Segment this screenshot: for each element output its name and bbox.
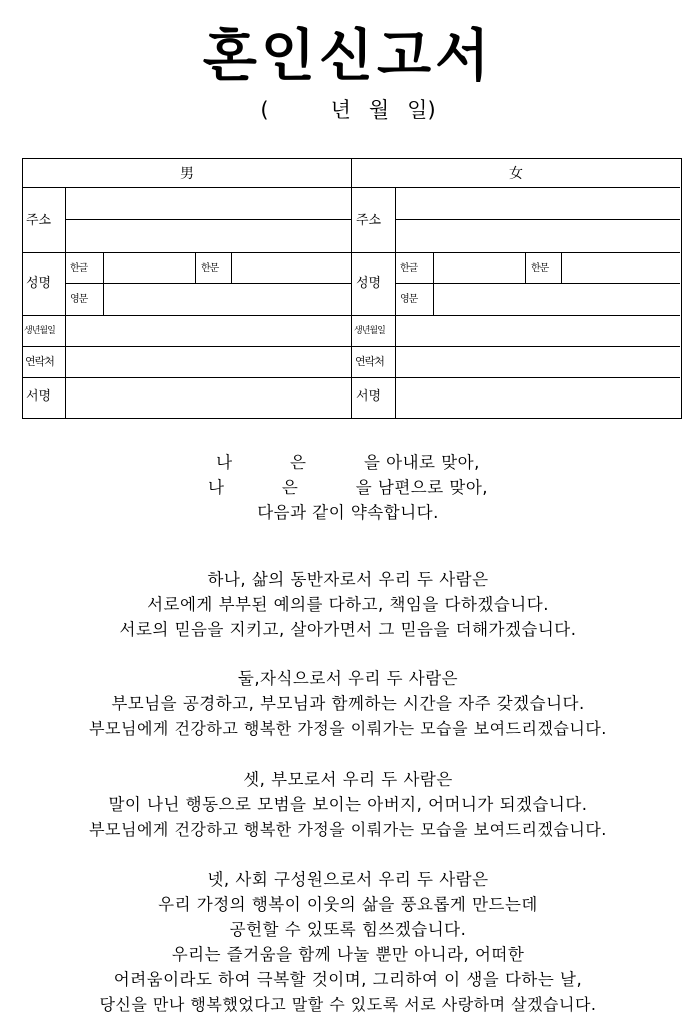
vow-line: 우리 가정의 행복이 이웃의 삶을 풍요롭게 만드는데	[158, 895, 538, 914]
date-open: (	[260, 98, 269, 122]
female-english-label: 영문	[400, 294, 418, 305]
date-day: 일)	[407, 98, 436, 122]
vow-line: 부모님을 공경하고, 부모님과 함께하는 시간을 자주 갖겠습니다.	[111, 694, 585, 713]
male-birth-label: 생년월일	[24, 326, 55, 336]
date-month: 월	[368, 98, 390, 122]
male-english-label: 영문	[70, 294, 88, 305]
vow-line: 넷, 사회 구성원으로서 우리 두 사람은	[207, 870, 489, 889]
vow-three	[0, 767, 696, 842]
male-name-label: 성명	[26, 276, 52, 291]
date-line	[0, 96, 696, 124]
vow-line: 당신을 만나 행복했었다고 말할 수 있도록 서로 사랑하며 살겠습니다.	[99, 995, 597, 1014]
vow-line: 둘,자식으로서 우리 두 사람은	[237, 669, 459, 688]
vow-line: 서로에게 부부된 예의를 다하고, 책임을 다하겠습니다.	[147, 595, 549, 614]
date-year: 년	[330, 98, 351, 122]
vow-intro	[0, 450, 696, 525]
document-title: 혼인신고서	[202, 24, 494, 89]
male-header: 男	[180, 166, 194, 182]
vow-line: 나 은 을 남편으로 맞아,	[207, 478, 489, 497]
female-signature-label: 서명	[356, 389, 382, 404]
male-address-label: 주소	[26, 213, 52, 228]
female-address-label: 주소	[356, 213, 382, 228]
vow-line: 셋, 부모로서 우리 두 사람은	[243, 770, 453, 789]
vow-line: 하나, 삶의 동반자로서 우리 두 사람은	[207, 570, 489, 589]
vow-line: 서로의 믿음을 지키고, 살아가면서 그 믿음을 더해가겠습니다.	[119, 620, 577, 639]
male-korean-label: 한글	[70, 263, 88, 274]
female-korean-label: 한글	[400, 263, 418, 274]
registration-form	[22, 158, 682, 419]
vow-line: 다음과 같이 약속합니다.	[257, 503, 439, 522]
vow-line: 어려움이라도 하여 극복할 것이며, 그리하여 이 생을 다하는 날,	[113, 970, 583, 989]
vow-two	[0, 666, 696, 741]
vow-line: 부모님에게 건강하고 행복한 가정을 이뤄가는 모습을 보여드리겠습니다.	[89, 719, 607, 738]
female-name-label: 성명	[356, 276, 382, 291]
vow-four	[0, 867, 696, 1017]
female-header: 女	[509, 166, 523, 182]
female-birth-label: 생년월일	[354, 326, 385, 336]
vow-line: 나 은 을 아내로 맞아,	[216, 453, 480, 472]
female-hanja-label: 한문	[531, 263, 549, 274]
vow-one	[0, 567, 696, 642]
vow-line: 공헌할 수 있또록 힘쓰겠습니다.	[229, 920, 467, 939]
male-contact-label: 연락처	[25, 355, 54, 368]
vow-line: 우리는 즐거움을 함께 나눌 뿐만 아니라, 어떠한	[171, 945, 525, 964]
male-hanja-label: 한문	[201, 263, 219, 274]
male-signature-label: 서명	[26, 389, 52, 404]
vow-line: 부모님에게 건강하고 행복한 가정을 이뤄가는 모습을 보여드리겠습니다.	[89, 820, 607, 839]
vow-line: 말이 나닌 행동으로 모범을 보이는 아버지, 어머니가 되겠습니다.	[108, 795, 588, 814]
female-contact-label: 연락처	[355, 355, 384, 368]
